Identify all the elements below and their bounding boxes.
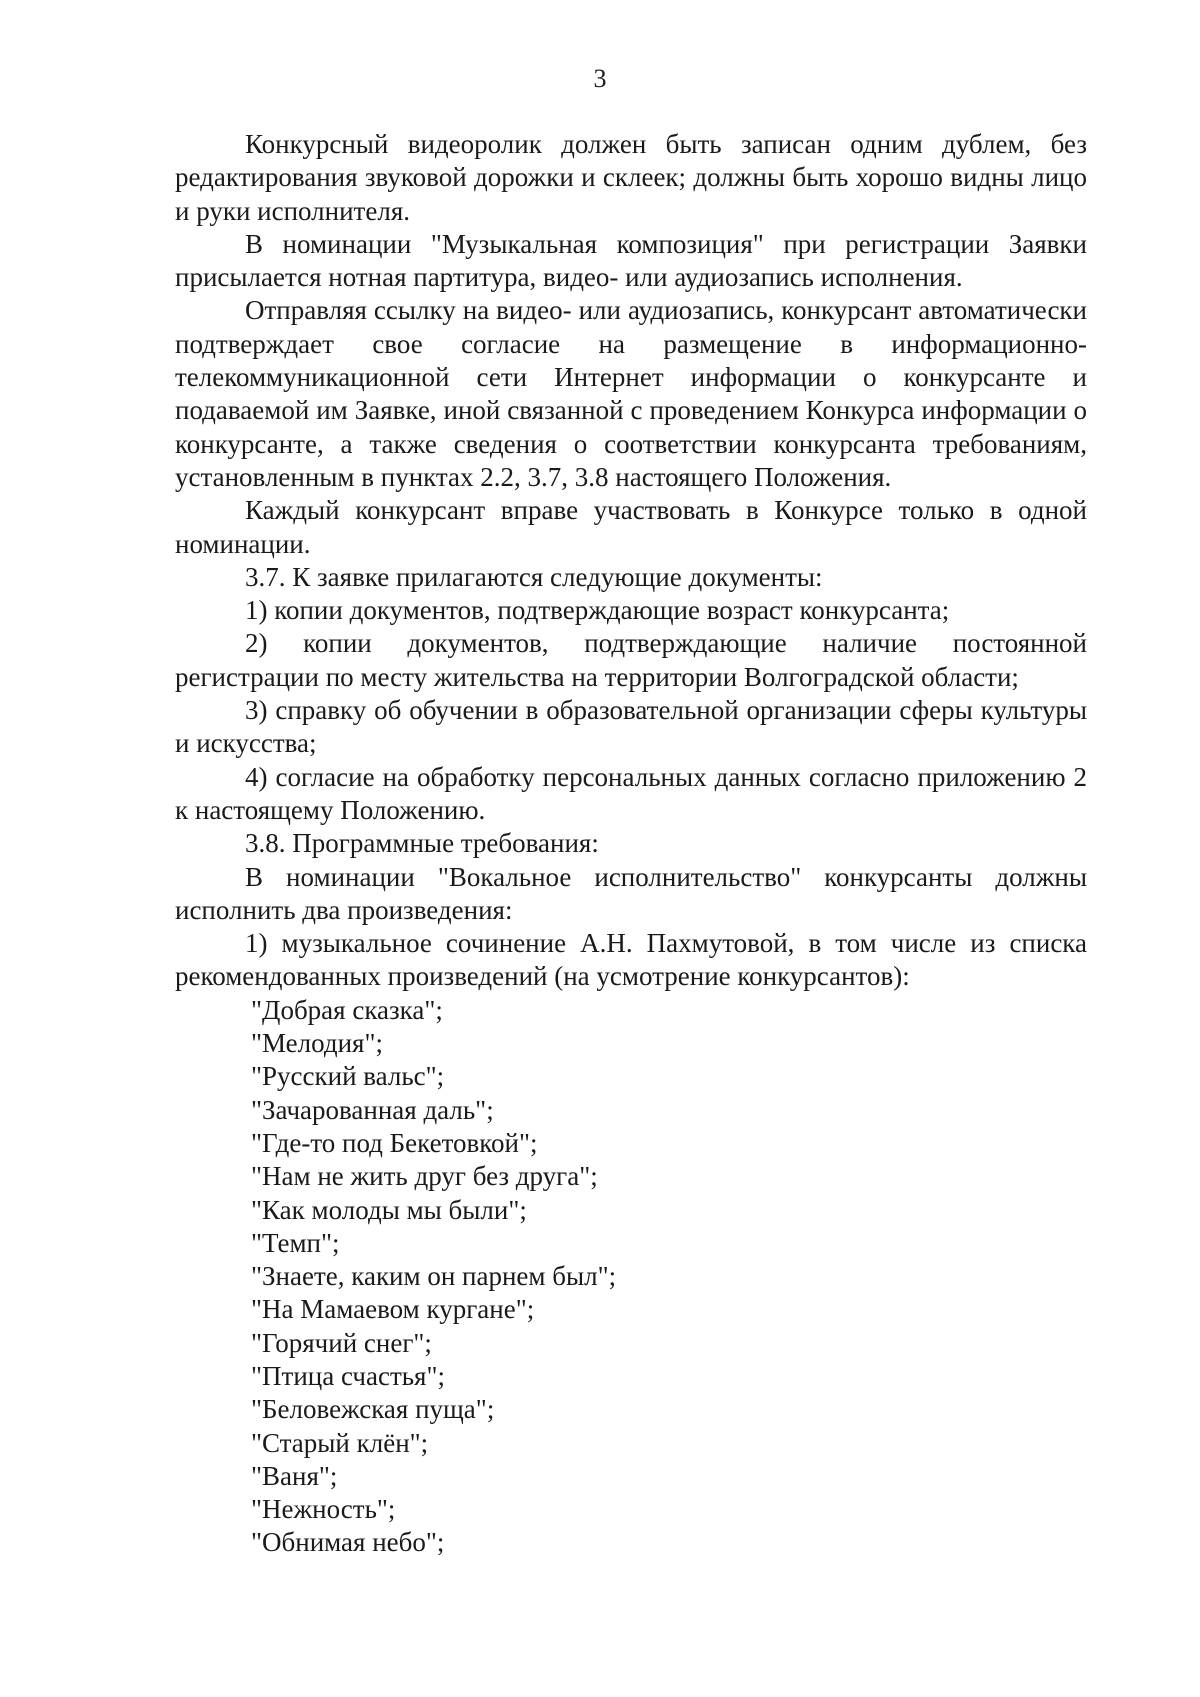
list-item: "Беловежская пуща"; <box>251 1394 495 1425</box>
list-item: "Как молоды мы были"; <box>251 1194 527 1225</box>
paragraph-video-requirements: Конкурсный видеоролик должен быть записан одним дублем, без редактирования звуковой дорожки и склеек; должны быть хорошо видны лицо и руки исполнителя. <box>175 129 1087 226</box>
list-item: "Нам не жить друг без друга"; <box>251 1161 598 1192</box>
document-item-1: 1) копии документов, подтверждающие возраст конкурсанта; <box>245 595 950 626</box>
recommended-songs-list <box>175 994 1087 1560</box>
list-item: "Где-то под Бекетовкой"; <box>251 1127 538 1158</box>
paragraph-music-composition: В номинации "Музыкальная композиция" при регистрации Заявки присылается нотная партитура, видео- или аудиозапись исполнения. <box>175 228 1087 293</box>
paragraph-vocal-nomination: В номинации "Вокальное исполнительство" конкурсанты должны исполнить два произведения: <box>175 861 1087 925</box>
document-item-2: 2) копии документов, подтверждающие наличие постоянной регистрации по месту жительства на территории Волгоградской области; <box>175 628 1087 692</box>
list-item: "Старый клён"; <box>251 1427 429 1458</box>
paragraph-one-nomination: Каждый конкурсант вправе участвовать в Конкурсе только в одной номинации. <box>175 495 1087 559</box>
list-item: "Зачарованная даль"; <box>251 1094 494 1125</box>
document-body <box>175 128 1087 1560</box>
list-item: "Мелодия"; <box>251 1028 383 1059</box>
list-item: "Добрая сказка"; <box>251 994 443 1025</box>
program-item-1: 1) музыкальное сочинение А.Н. Пахмутовой, в том числе из списка рекомендованных произведений (на усмотрение конкурсантов): <box>175 928 1087 992</box>
section-3-8-heading: 3.8. Программные требования: <box>245 828 599 859</box>
document-item-3: 3) справку об обучении в образовательной организации сферы культуры и искусства; <box>175 695 1087 759</box>
list-item: "На Мамаевом кургане"; <box>251 1294 535 1325</box>
list-item: "Обнимая небо"; <box>251 1527 445 1558</box>
list-item: "Птица счастья"; <box>251 1360 445 1391</box>
paragraph-consent-publication: Отправляя ссылку на видео- или аудиозапись, конкурсант автоматически подтверждает свое согласие на размещение в информационно-телекоммуникационной сети Интернет информации о конкурсанте и подаваемой им Заявке, иной связанной с проведением Конкурса информации о конкурсанте, а также сведения о соответствии конкурсанта требованиям, установленным в пунктах 2.2, 3.7, 3.8 настоящего Положения. <box>175 295 1087 492</box>
page-number: 3 <box>593 64 607 93</box>
section-3-7-heading: 3.7. К заявке прилагаются следующие документы: <box>245 561 823 592</box>
list-item: "Горячий снег"; <box>251 1327 432 1358</box>
list-item: "Русский вальс"; <box>251 1061 445 1092</box>
document-item-4: 4) согласие на обработку персональных данных согласно приложению 2 к настоящему Положению. <box>175 761 1087 825</box>
list-item: "Темп"; <box>251 1227 340 1258</box>
list-item: "Знаете, каким он парнем был"; <box>251 1261 617 1292</box>
list-item: "Нежность"; <box>251 1494 396 1525</box>
list-item: "Ваня"; <box>251 1460 338 1491</box>
